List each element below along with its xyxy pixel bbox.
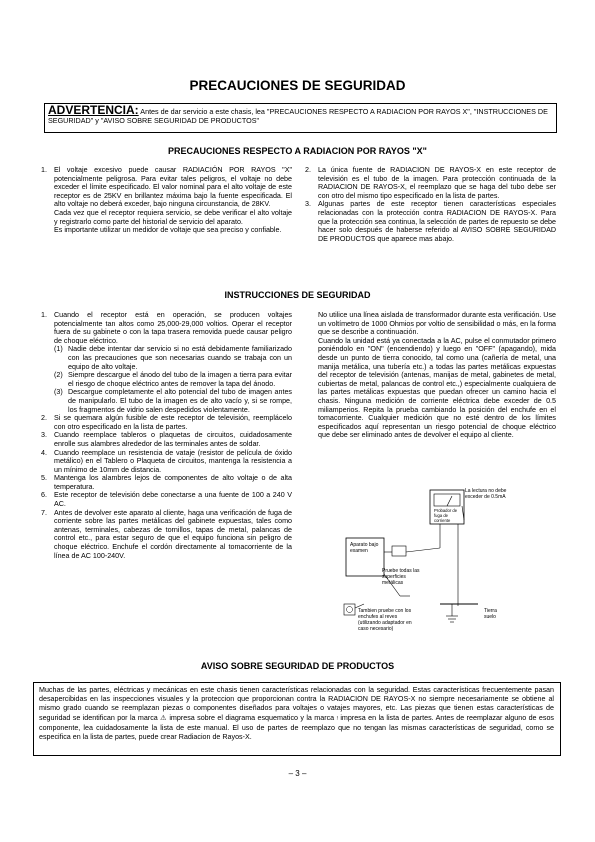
critical-part-mark-icon: ! [336,715,338,722]
reading-label: La lectura no debe exceder de 0.5mA [465,488,507,500]
page-number: – 3 – [288,769,307,778]
list-item: 6. Este receptor de televisión debe conectarse a una fuente de 100 a 240 V AC. [41,491,292,509]
list-item: 5. Mantenga los alambres lejos de componentes de alto voltaje o de alta temperatura. [41,474,292,491]
product-notice-box [33,682,561,756]
page-title: PRECAUCIONES DE SEGURIDAD [189,78,406,93]
leakage-test-figure [340,486,560,656]
xray-right-column [304,166,556,243]
list-item: 1. El voltaje excesivo puede causar RADIACIÓN POR RAYOS "X" potencialmente peligrosa. Para evitar tales peligros, el voltaje no debe exceder el límite especificado. El valor nominal para el alto voltaje de este receptor es de 25KV en brillantez máxima bajo la fuente especificada. El alto voltaje no deberá exceder, bajo ninguna circunstancia, de 28KV. Cada vez que el receptor requiera servicio, se debe verificar el alto voltaje y registrarlo como parte del historial de servicio del aparato. Es importante utilizar un medidor de voltaje que sea preciso y confiable. [41,166,292,235]
warning-body: Antes de dar servicio a este chasis, lea "PRECAUCIONES RESPECTO A RADIACION POR RAYOS X", "INSTRUCCIONES DE SEGURIDAD" y "AVISO SOBRE SEGURIDAD DE PRODUCTOS" [48,107,548,126]
list-item: 7. Antes de devolver este aparato al cliente, haga una verificación de fuga de corriente sobre las partes metálicas del gabinete expuestas, tales como antenas, terminales, cabezas de tornillos, tapas de metal, palancas de control etc., para estar seguro de que el equipo funciona sin peligro de choque eléctrico. Enchufe el cordón directamente al tomacorriente de la línea de AC 100-240V. [41,508,292,560]
warning-triangle-icon: ⚠ [160,713,167,722]
list-item: 1. Cuando el receptor está en operación, se producen voltajes potencialmente tan altos como 25,000-29,000 voltios. Operar el receptor fuera de su gabinete o con la tapa trasera removida puede causar peligro de choque eléctrico. (1) Nadie debe intentar dar servicio si no está debidamente familiarizado con las precauciones que son necesarias cuando se trabaja con un equipo de alto voltaje. (2) Siempre descargue el ánodo del tubo de la imagen a tierra para evitar el riesgo de choque eléctrico antes de remover la tapa del ánodo. (3) Descargue completamente el alto potencial del tubo de imagen antes de manipularlo. El tubo de la imagen es de alto vacío y, si se rompe, los fragmentos de vidrio salen despedidos violentamente. [41,311,292,414]
ground-label: Tierra suelo [484,608,497,620]
sub-item: (2) Siempre descargue el ánodo del tubo de la imagen a tierra para evitar el riesgo de choque eléctrico antes de remover la tapa del ánodo. [54,371,292,388]
list-item: 3. Algunas partes de este receptor tienen características especiales relacionadas con la protección contra RADIACION DE RAYOS-X. Para que la protección sea continua, la selección de partes de repuesto se debe hacer solo después de haberse referido al AVISO SOBRE SEGURIDAD DE PRODUCTOS que aparece mas abajo. [305,200,556,243]
sub-item: (1) Nadie debe intentar dar servicio si no está debidamente familiarizado con las precauciones que son necesarias cuando se trabaja con un equipo de alto voltaje. [54,345,292,371]
xray-heading: PRECAUCIONES RESPECTO A RADIACION POR RAYOS "X" [168,146,427,156]
warning-box [44,103,557,133]
instructions-heading: INSTRUCCIONES DE SEGURIDAD [224,290,371,300]
list-item: 4. Cuando reemplace un resistencia de vataje (resistor de película de óxido metálico) en el Tablero o Plaqueta de circuitos, mantenga la resistencia a un mínimo de 10mm de distancia. [41,448,292,474]
instructions-right-column: No utilice una línea aislada de transformador durante esta verificación. Use un voltímetro de 1000 Ohmios por voltio de sensibilidad o más, en la forma que se describe a continuación. Cuando la unidad está ya conectada a la AC, pulse el conmutador primero poniéndolo en "ON" (encendiendo) y luego en "OFF" (apagando), mida desde un punto de tierra conocido, tal como una (cañería de metal, una manija metálica, una tubería etc.) a todas las partes metálicas expuestas del receptor de televisión (antenas, manijas de metal, gabinetes de metal, cubiertas de metal, palancas de control etc.,) especialmente cualquiera de las partes metálicas expuestas que puedan ofrecer un camino hacia el chasis. Ninguna medición de corriente eléctrica debe exceder de 0.5 miliamperios. Repita la prueba cambiando la posición del enchufe en el tomacorriente. Cualquier medición que no esté dentro de los límites especificados aquí representan un riesgo potencial de choque eléctrico que debe ser eliminado antes de devolver el equipo al cliente. [318,311,556,440]
warning-text [48,103,554,126]
xray-left-column [40,166,292,235]
plug-reverse-label: Tambien pruebe con los enchufes al reves (utilizando adaptador en caso necesario) [358,608,412,632]
list-item: 3. Cuando reemplace tableros o plaquetas de circuitos, cuidadosamente enrolle sus alambres alrededor de las terminales antes de soldar. [41,431,292,448]
product-heading: AVISO SOBRE SEGURIDAD DE PRODUCTOS [200,661,395,671]
warning-label: ADVERTENCIA: [48,103,139,117]
list-item: 2. La única fuente de RADIACION DE RAYOS-X en este receptor de televisión es el tubo de la imagen. Para protección continuada de la RADIACION DE RAYOS-X, el reemplazo que se haga del tubo debe ser con otro del mismo tipo especificado en la lista de partes. [305,166,556,200]
test-surfaces-label: Pruebe todas las superficies metálicas [382,568,420,586]
sub-item: (3) Descargue completamente el alto potencial del tubo de imagen antes de manipularlo. El tubo de la imagen es de alto vacío y, si se rompe, los fragmentos de vidrio salen despedidos violentamente. [54,388,292,414]
probe-label: Probador de fuga de corriente [434,508,458,523]
instructions-left-column [40,311,292,560]
product-notice-text: Muchas de las partes, eléctricas y mecánicas en este chasis tienen características relacionadas con la seguridad. Estas características frecuentemente pasan desapercibidas en las inspecciones visuales y la proteccion que proporcionan contra la RADIACION DE RAYOS-X no siempre necesariamente se obtiene al mismo grado cuando se reemplazan piezas o componentes diseñados para voltajes o vatajes mayores, etc. Las piezas que tienen estas características de seguridad se identifican por la marca ⚠ impresa sobre el diagrama esquematico y la marca ! impresa en la lista de partes. Antes de reemplazar alguno de esos componente, lea cuidadosamente la lista de este manual. El uso de partes de reemplazo que no tengan las mismas características de seguridad, como se especifica en la lista de partes, puede crear Radiacion de Rayos-X. [39,686,554,742]
list-item: 2. Si se quemara algún fusible de este receptor de televisión, reemplácelo con otro especificado en la lista de partes. [41,414,292,431]
device-label: Aparato bajo examen [350,542,379,554]
